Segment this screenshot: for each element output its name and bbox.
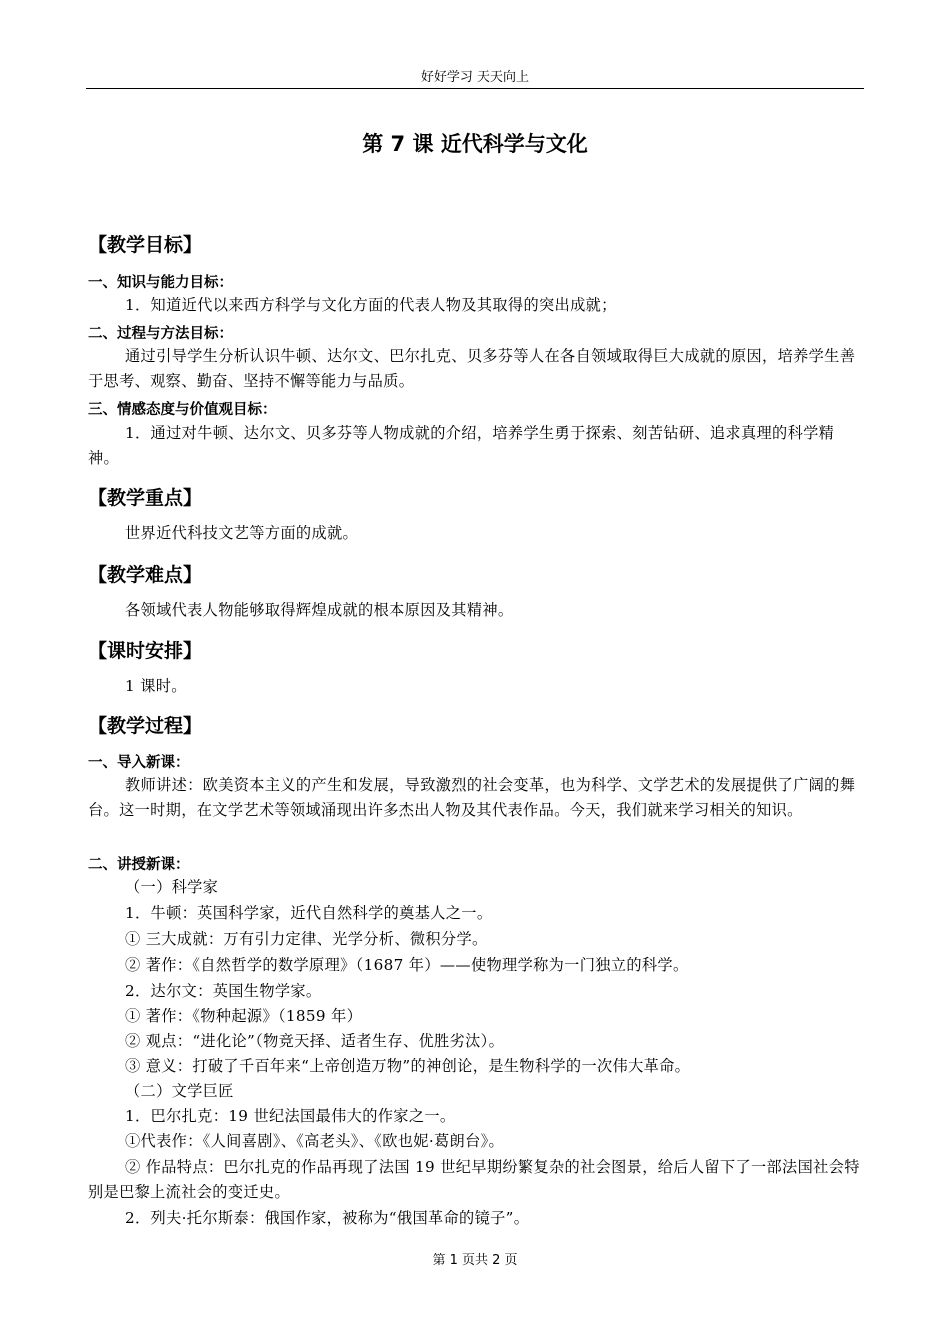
intro-text: 教师讲述：欧美资本主义的产生和发展，导致激烈的社会变革，也为科学、文学艺术的发展提供了广阔的舞台。这一时期，在文学艺术等领域涌现出许多杰出人物及其代表作品。今天，我们就来学习相关的知识。 bbox=[88, 776, 856, 819]
knowledge-heading: 一、知识与能力目标： bbox=[88, 275, 233, 291]
lesson-line: 1．巴尔扎克：19 世纪法国最伟大的作家之一。 bbox=[125, 1107, 456, 1125]
schedule-text: 1 课时。 bbox=[125, 677, 187, 695]
lesson-line: ② 著作：《自然哲学的数学原理》（1687 年）——使物理学称为一门独立的科学。 bbox=[125, 956, 689, 974]
process-text: 通过引导学生分析认识牛顿、达尔文、巴尔扎克、贝多芬等人在各自领域取得巨大成就的原因，培养学生善于思考、观察、勤奋、坚持不懈等能力与品质。 bbox=[88, 347, 856, 390]
lesson-line: 2．达尔文：英国生物学家。 bbox=[125, 982, 322, 1000]
key-points-heading: 【教学重点】 bbox=[88, 487, 203, 509]
process-section-heading: 【教学过程】 bbox=[88, 715, 203, 737]
objectives-heading: 【教学目标】 bbox=[88, 234, 203, 256]
balzac-feature-text: ② 作品特点：巴尔扎克的作品再现了法国 19 世纪早期纷繁复杂的社会图景，给后人留下了一部法国社会特别是巴黎上流社会的变迁史。 bbox=[88, 1158, 860, 1201]
emotion-heading: 三、情感态度与价值观目标： bbox=[88, 402, 277, 418]
new-lesson-heading: 二、讲授新课： bbox=[88, 857, 190, 873]
schedule-heading: 【课时安排】 bbox=[88, 640, 203, 662]
page-header: 好好学习 天天向上 bbox=[420, 70, 530, 85]
knowledge-item-1: 1．知道近代以来西方科学与文化方面的代表人物及其取得的突出成就； bbox=[125, 296, 617, 314]
emotion-text: 1．通过对牛顿、达尔文、贝多芬等人物成就的介绍，培养学生勇于探索、刻苦钻研、追求真理的科学精神。 bbox=[88, 424, 835, 467]
lesson-line: ② 观点：“进化论”（物竞天择、适者生存、优胜劣汰）。 bbox=[125, 1032, 505, 1050]
difficulties-heading: 【教学难点】 bbox=[88, 564, 203, 586]
key-points-text: 世界近代科技文艺等方面的成就。 bbox=[125, 524, 359, 542]
lesson-line: ①代表作：《人间喜剧》、《高老头》、《欧也妮·葛朗台》。 bbox=[125, 1132, 505, 1150]
lesson-line: ① 著作：《物种起源》（1859 年） bbox=[125, 1007, 363, 1025]
header-rule bbox=[86, 88, 864, 89]
lesson-line: （二）文学巨匠 bbox=[125, 1082, 234, 1100]
process-heading: 二、过程与方法目标： bbox=[88, 326, 233, 342]
lesson-line: ③ 意义：打破了千百年来“上帝创造万物”的神创论，是生物科学的一次伟大革命。 bbox=[125, 1057, 691, 1075]
page-title: 第 7 课 近代科学与文化 bbox=[362, 132, 588, 156]
intro-heading: 一、导入新课： bbox=[88, 755, 190, 771]
lesson-line: ① 三大成就：万有引力定律、光学分析、微积分学。 bbox=[125, 930, 488, 948]
tolstoy-text: 2．列夫·托尔斯泰：俄国作家，被称为“俄国革命的镜子”。 bbox=[125, 1209, 530, 1227]
page-footer: 第 1 页共 2 页 bbox=[432, 1253, 518, 1268]
lesson-line: 1．牛顿：英国科学家，近代自然科学的奠基人之一。 bbox=[125, 904, 493, 922]
difficulties-text: 各领域代表人物能够取得辉煌成就的根本原因及其精神。 bbox=[125, 601, 514, 619]
lesson-line: （一）科学家 bbox=[125, 878, 219, 896]
